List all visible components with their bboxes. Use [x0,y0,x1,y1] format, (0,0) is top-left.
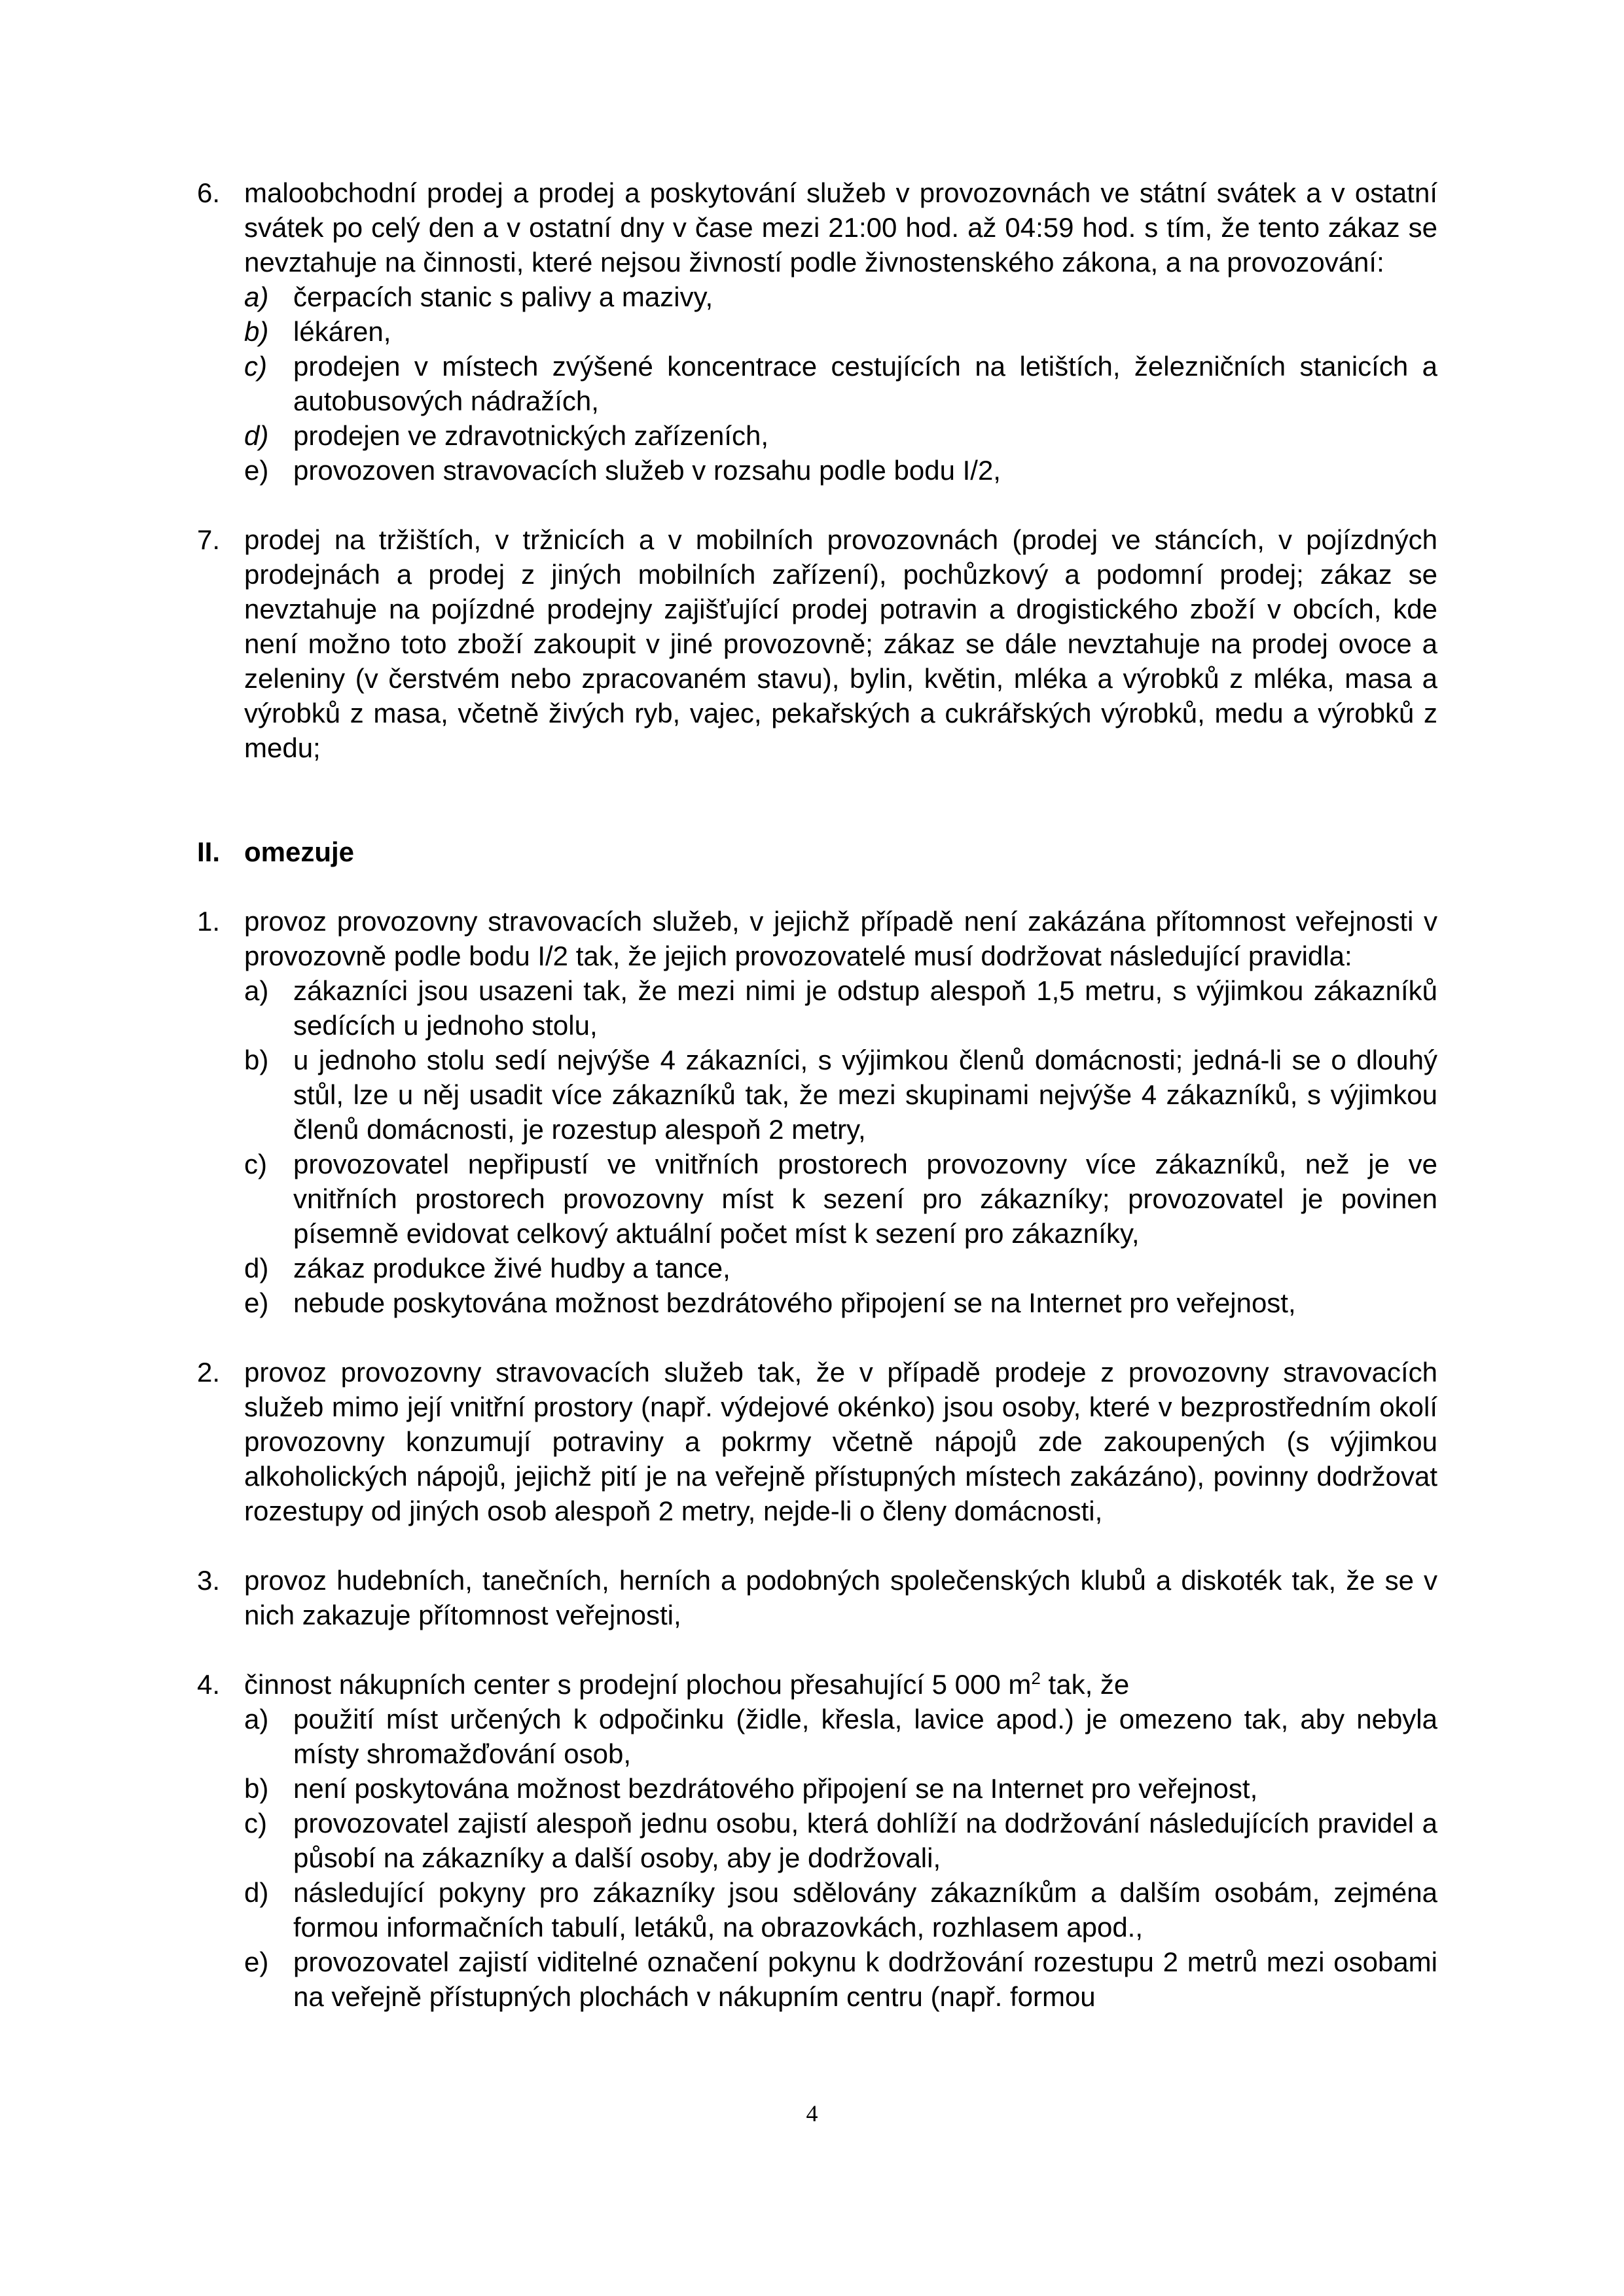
sub-item [244,1147,1437,1251]
sub-item-text: provozovatel zajistí alespoň jednu osobu, která dohlíží na dodržování následujících pravidel a působí na zákazníky a další osoby, aby je dodržovali, [293,1808,1437,1873]
spacer [197,1320,1437,1355]
sub-item-label: a) [244,281,269,312]
sub-item-text: provozovatel nepřipustí ve vnitřních prostorech provozovny více zákazníků, než je ve vnitřních prostorech provozovny míst k sezení pro zákazníky; provozovatel je povinen písemně evidovat celkový aktuální počet míst k sezení pro zákazníky, [293,1149,1437,1249]
list-item [197,1563,1437,1632]
item-number: 2. [197,1357,221,1388]
sub-item [244,279,1437,314]
item-text: prodej na tržištích, v tržnicích a v mobilních provozovnách (prodej ve stáncích, v pojízdných prodejnách a prodej z jiných mobilních zařízení), pochůzkový a podomní prodej; zákaz se nevztahuje na pojízdné prodejny zajišťující prodej potravin a drogistického zboží v obcích, kde není možno toto zboží zakoupit v jiné provozovně; zákaz se dále nevztahuje na prodej ovoce a zeleniny (v čerstvém nebo zpracovaném stavu), bylin, květin, mléka a výrobků z mléka, masa a výrobků z masa, včetně živých ryb, vajec, pekařských a cukrářských výrobků, medu a výrobků z medu; [244,524,1437,763]
sub-item [244,1806,1437,1875]
sub-item-text: provozovatel zajistí viditelné označení pokynu k dodržování rozestupu 2 metrů mezi osobami na veřejně přístupných plochách v nákupním centru (např. formou [293,1946,1437,2012]
item-number: 7. [197,524,221,555]
spacer [197,488,1437,522]
sub-item-text: zákaz produkce živé hudby a tance, [293,1253,731,1283]
sub-item-label: b) [244,1773,269,1804]
sub-item-text: není poskytována možnost bezdrátového připojení se na Internet pro veřejnost, [293,1773,1258,1804]
item-number: 6. [197,177,221,208]
sub-item-label: b) [244,1045,269,1075]
spacer [197,1632,1437,1667]
item-text-main: činnost nákupních center s prodejní plochou přesahující 5 000 m [244,1669,1032,1700]
item-text: provoz hudebních, tanečních, herních a podobných společenských klubů a diskoték tak, že se v nich zakazuje přítomnost veřejnosti, [244,1565,1437,1630]
list-item [197,1667,1437,2014]
sub-item-text: u jednoho stolu sedí nejvýše 4 zákazníci, s výjimkou členů domácnosti; jedná-li se o dlouhý stůl, lze u něj usadit více zákazníků tak, že mezi skupinami nejvýše 4 zákazníků, s výjimkou členů domácnosti, je rozestup alespoň 2 metry, [293,1045,1437,1145]
spacer [197,765,1437,834]
sub-item [244,453,1437,488]
sub-item [244,418,1437,453]
sub-item [244,1285,1437,1320]
sub-item-text: provozoven stravovacích služeb v rozsahu podle bodu I/2, [293,455,1001,486]
sub-item-text: čerpacích stanic s palivy a mazivy, [293,281,713,312]
item-number: 3. [197,1565,221,1596]
sub-item [244,1251,1437,1285]
sub-item [244,314,1437,349]
sub-item-label: c) [244,351,267,382]
sub-item-label: d) [244,420,269,451]
item-text-tail: tak, že [1040,1669,1130,1700]
sub-item-label: a) [244,1704,269,1734]
page-number: 4 [806,2100,818,2126]
sub-item-text: zákazníci jsou usazeni tak, že mezi nimi je odstup alespoň 1,5 metru, s výjimkou zákazníků sedících u jednoho stolu, [293,975,1437,1041]
list-item [197,904,1437,1320]
sub-item-label: b) [244,316,269,347]
sub-item [244,349,1437,418]
sub-item-text: lékáren, [293,316,391,347]
sub-item-label: d) [244,1877,269,1908]
item-text [244,1667,1437,1702]
item-number: 4. [197,1669,221,1700]
sub-item [244,1771,1437,1806]
sub-item [244,1945,1437,2014]
sub-item-label: e) [244,1946,269,1977]
sub-item-label: e) [244,1287,269,1318]
item-text: provoz provozovny stravovacích služeb, v jejichž případě není zakázána přítomnost veřejnosti v provozovně podle bodu I/2 tak, že jejich provozovatelé musí dodržovat následující pravidla: [244,906,1437,971]
sub-item-text: použití míst určených k odpočinku (židle, křesla, lavice apod.) je omezeno tak, aby nebyla místy shromažďování osob, [293,1704,1437,1769]
sub-item-text: následující pokyny pro zákazníky jsou sdělovány zákazníkům a dalším osobám, zejména formou informačních tabulí, letáků, na obrazovkách, rozhlasem apod., [293,1877,1437,1943]
item-number: 1. [197,906,221,937]
item-text: maloobchodní prodej a prodej a poskytování služeb v provozovnách ve státní svátek a v ostatní svátek po celý den a v ostatní dny v čase mezi 21:00 hod. až 04:59 hod. s tím, že tento zákaz se nevztahuje na činnosti, které nejsou živností podle živnostenského zákona, a na provozování: [244,177,1437,278]
section-title: omezuje [244,836,355,867]
document-body [197,175,1437,2014]
sub-item-label: a) [244,975,269,1006]
item-text: provoz provozovny stravovacích služeb tak, že v případě prodeje z provozovny stravovacích služeb mimo její vnitřní prostory (např. výdejové okénko) jsou osoby, které v bezprostředním okolí provozovny konzumují potraviny a pokrmy včetně nápojů zde zakoupených (s výjimkou alkoholických nápojů, jejichž pití je na veřejně přístupných místech zakázáno), povinny dodržovat rozestupy od jiných osob alespoň 2 metry, nejde-li o členy domácnosti, [244,1357,1437,1526]
sub-item [244,1875,1437,1945]
section-heading [197,834,1437,869]
sub-item [244,1702,1437,1771]
list-item [197,1355,1437,1528]
list-item [197,522,1437,765]
sub-item-label: c) [244,1149,267,1179]
sub-item-label: e) [244,455,269,486]
list-item [197,175,1437,488]
spacer [197,869,1437,904]
sub-item-text: prodejen v místech zvýšené koncentrace cestujících na letištích, železničních stanicích a autobusových nádražích, [293,351,1437,416]
sub-item [244,973,1437,1043]
sub-item-label: d) [244,1253,269,1283]
superscript: 2 [1031,1668,1041,1688]
spacer [197,1528,1437,1563]
sub-item [244,1043,1437,1147]
sub-item-text: prodejen ve zdravotnických zařízeních, [293,420,769,451]
sub-item-label: c) [244,1808,267,1839]
sub-item-text: nebude poskytována možnost bezdrátového připojení se na Internet pro veřejnost, [293,1287,1296,1318]
section-number: II. [197,836,221,867]
